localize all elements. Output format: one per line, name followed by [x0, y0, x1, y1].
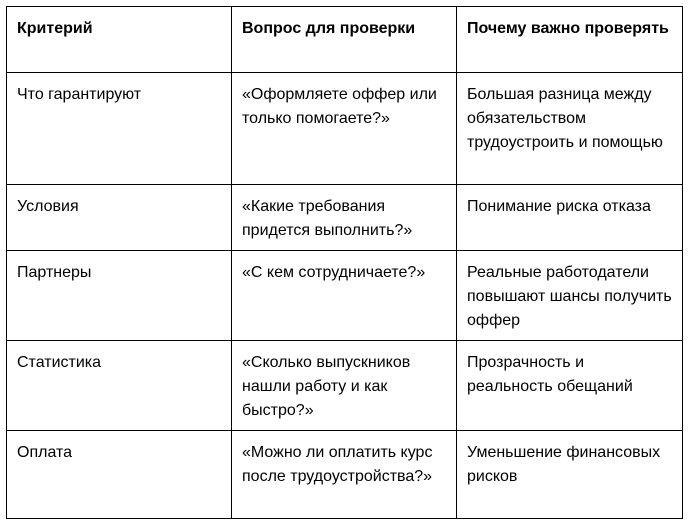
cell-criterion: Статистика: [7, 341, 232, 431]
cell-reason: Реальные работодатели повышают шансы получить оффер: [457, 251, 683, 341]
cell-reason: Большая разница между обязательством трудоустроить и помощью: [457, 73, 683, 185]
cell-criterion: Условия: [7, 185, 232, 251]
cell-question: «С кем сотрудничаете?»: [232, 251, 457, 341]
cell-reason: Прозрачность и реальность обещаний: [457, 341, 683, 431]
cell-question: «Можно ли оплатить курс после трудоустройства?»: [232, 431, 457, 519]
cell-criterion: Что гарантируют: [7, 73, 232, 185]
cell-criterion: Оплата: [7, 431, 232, 519]
cell-question: «Сколько выпускников нашли работу и как быстро?»: [232, 341, 457, 431]
criteria-table: [6, 6, 683, 519]
table-row: [7, 341, 683, 431]
header-question: Вопрос для проверки: [232, 7, 457, 73]
table-row: [7, 185, 683, 251]
header-why-important: Почему важно проверять: [457, 7, 683, 73]
cell-question: «Какие требования придется выполнить?»: [232, 185, 457, 251]
table-header-row: [7, 7, 683, 73]
cell-question: «Оформляете оффер или только помогаете?»: [232, 73, 457, 185]
table-row: [7, 73, 683, 185]
criteria-table-container: [6, 6, 683, 519]
cell-reason: Понимание риска отказа: [457, 185, 683, 251]
cell-criterion: Партнеры: [7, 251, 232, 341]
table-row: [7, 431, 683, 519]
header-criterion: Критерий: [7, 7, 232, 73]
table-row: [7, 251, 683, 341]
cell-reason: Уменьшение финансовых рисков: [457, 431, 683, 519]
